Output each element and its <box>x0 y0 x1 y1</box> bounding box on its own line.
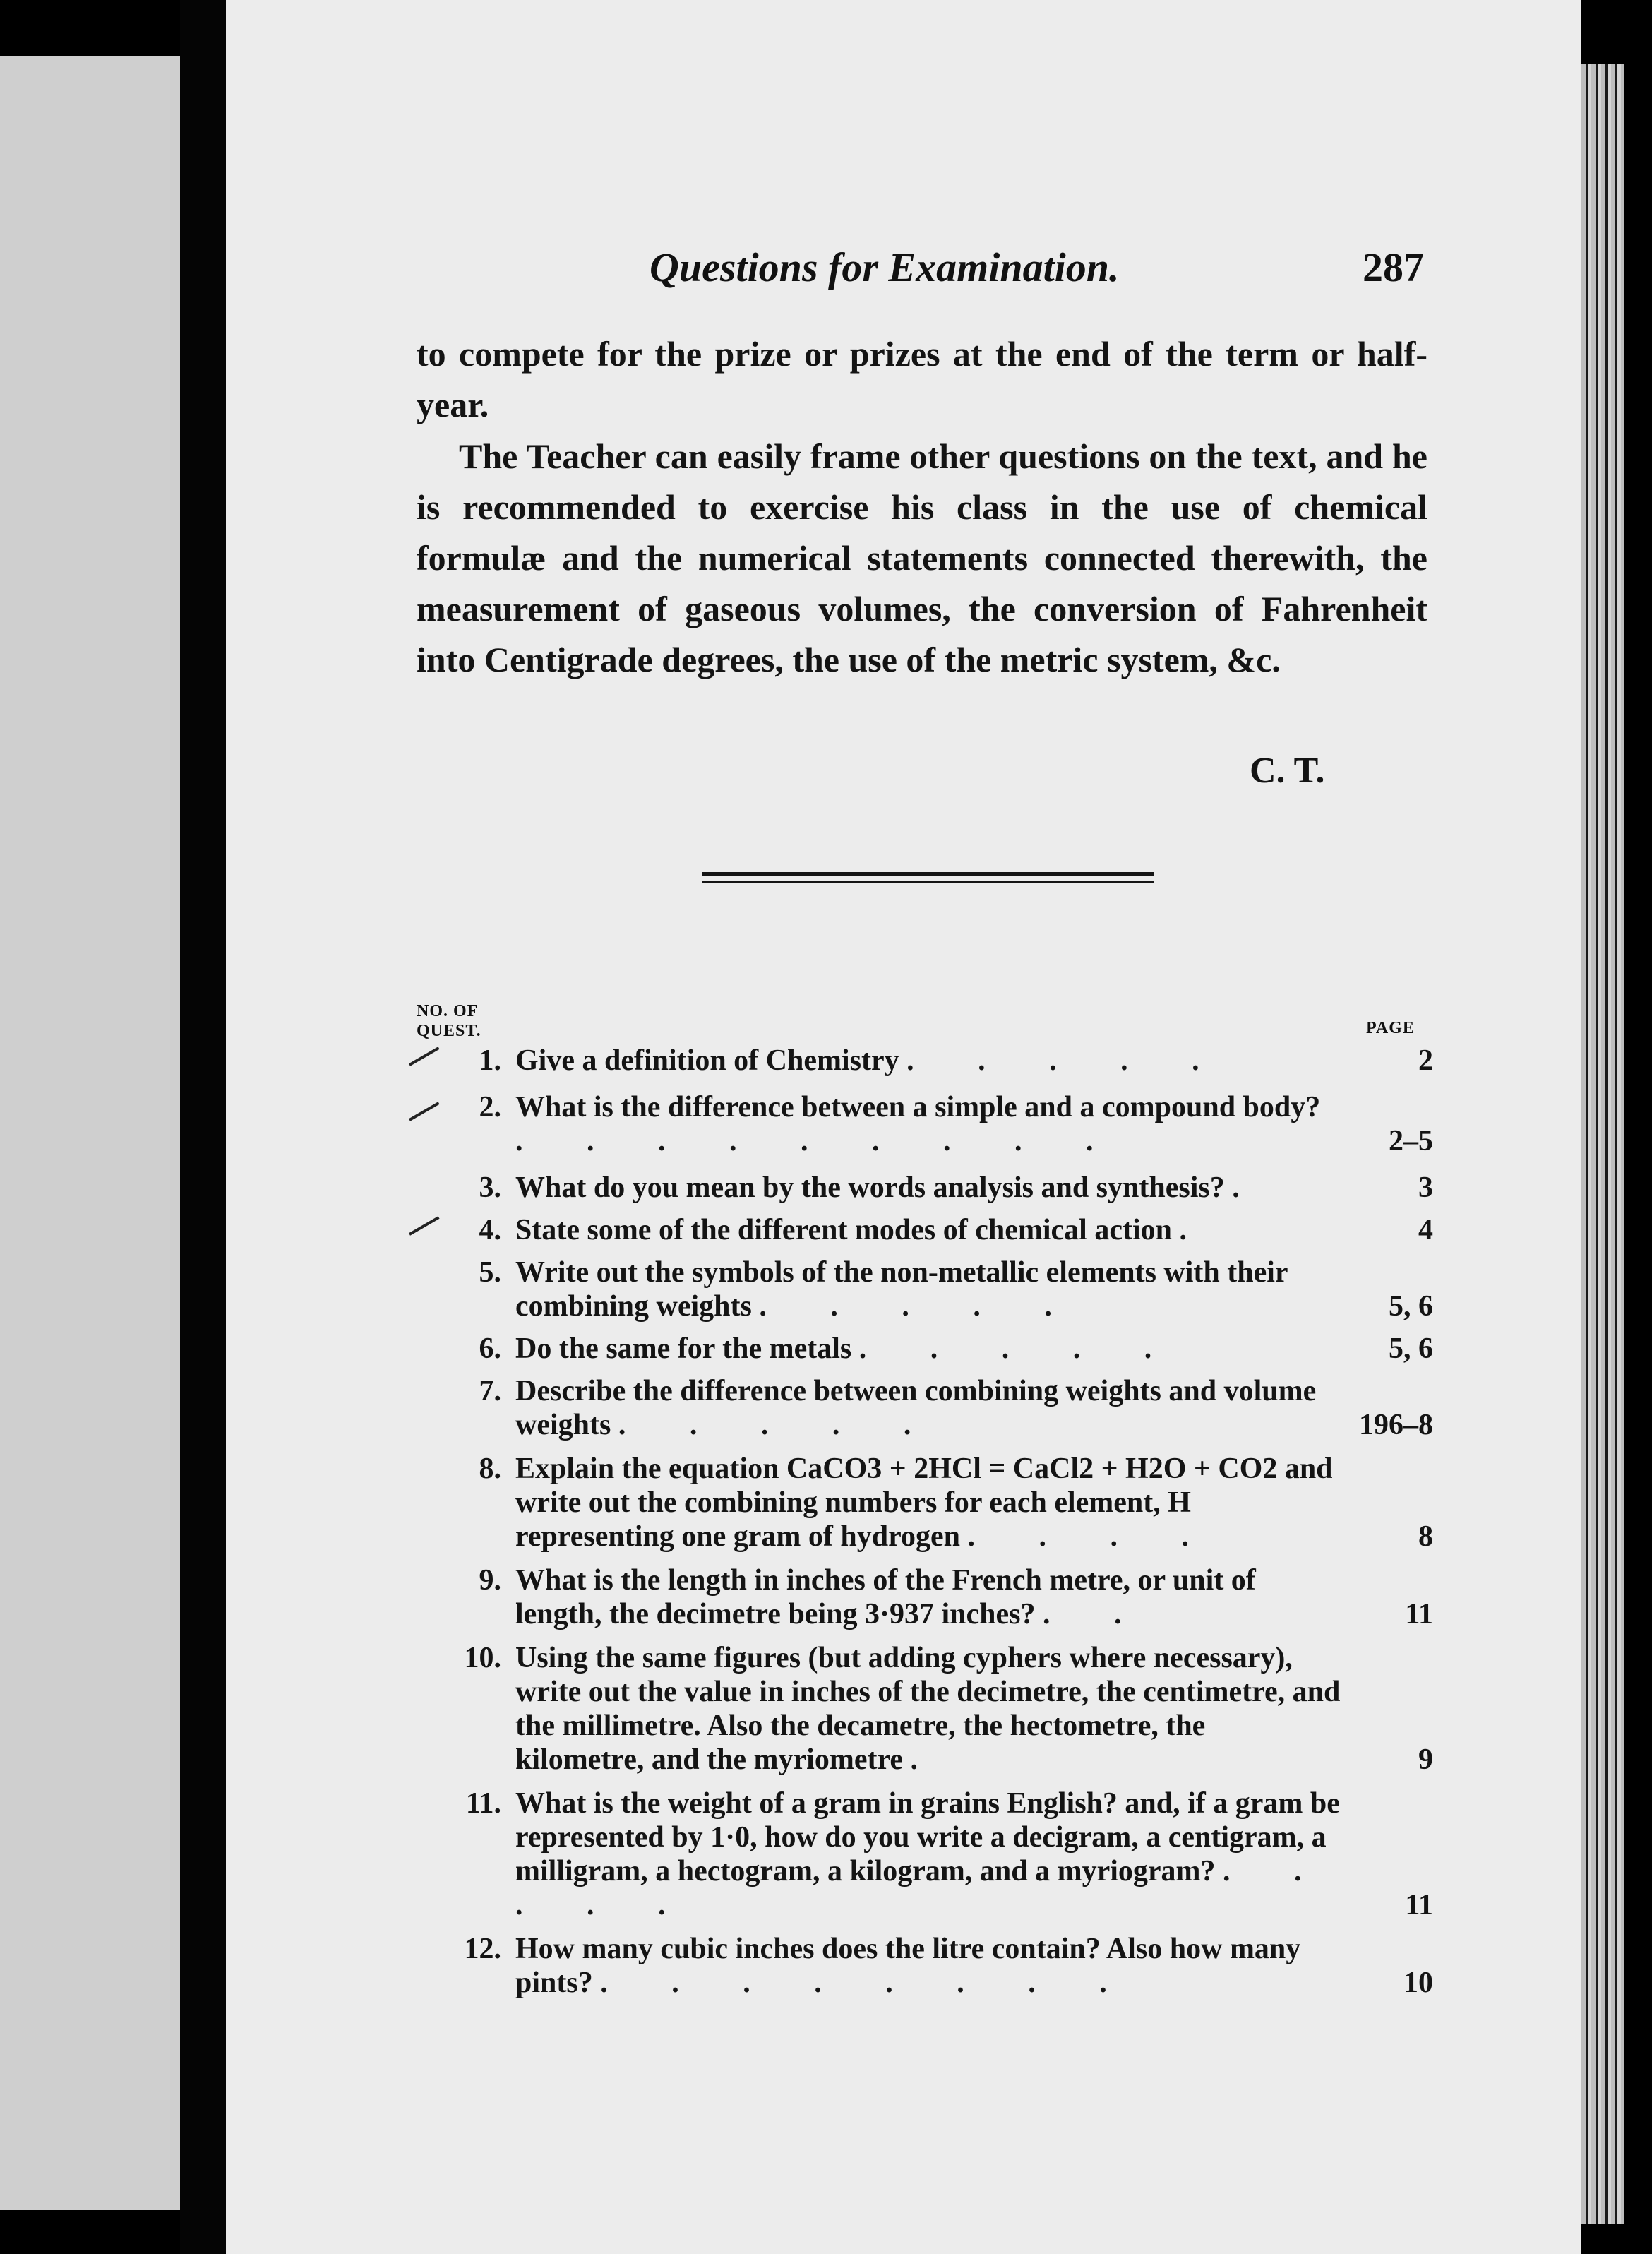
question-text <box>515 1641 1355 1777</box>
question-page-ref: 10 <box>1403 1967 1433 1999</box>
question-body: Do the same for the metals <box>515 1332 852 1365</box>
dot-leader: . . . . . . . . . <box>515 1125 1122 1157</box>
question-text <box>515 1787 1355 1922</box>
column-header-number: NO. OF QUEST. <box>417 1002 481 1040</box>
dot-leader: . . . . . <box>618 1409 940 1441</box>
section-divider <box>702 872 1154 883</box>
question-row <box>417 1452 1433 1554</box>
question-body: Using the same figures (but adding cyphers where necessary), write out the value in inches of the decimetre, the centimetre, and the millimetre. Also the decametre, the hectometre, the kilometre, and the myriometre <box>515 1642 1341 1776</box>
facing-page-edge <box>0 56 180 2210</box>
question-number: 11. <box>465 1787 501 1820</box>
question-body: What do you mean by the words analysis and synthesis? <box>515 1171 1225 1204</box>
question-number: 8. <box>479 1453 501 1485</box>
question-number: 6. <box>479 1332 501 1365</box>
question-page-ref: 9 <box>1418 1743 1433 1776</box>
question-row <box>417 1641 1433 1777</box>
dot-leader: . . . . . . . . <box>600 1967 1135 1999</box>
page-stack-edge <box>1581 64 1624 2224</box>
question-body: What is the length in inches of the French metre, or unit of length, the decimetre being 3·937 inches? <box>515 1564 1256 1630</box>
preface-paragraph-2 <box>417 431 1427 685</box>
question-page-ref: 5, 6 <box>1389 1332 1433 1365</box>
question-page-ref: 4 <box>1418 1214 1433 1246</box>
question-row <box>417 1256 1433 1323</box>
paragraph-text: The Teacher can easily frame other questions on the text, and he is recommended to exercise his class in the use of chemical formulæ and the numerical statements connected therewith, the measurement of gaseous volumes, the conversion of Fahrenheit into Centigrade degrees, the use of the metric system, &c. <box>417 436 1427 679</box>
dot-leader: . . . . . <box>858 1332 1180 1365</box>
question-page-ref: 11 <box>1405 1889 1433 1921</box>
question-page-ref: 11 <box>1405 1598 1433 1630</box>
question-page-ref: 2–5 <box>1389 1125 1433 1157</box>
question-text <box>515 1932 1355 2000</box>
question-row <box>417 1563 1433 1631</box>
question-row <box>417 1332 1433 1366</box>
question-page-ref: 3 <box>1418 1171 1433 1204</box>
preface-paragraph-1 <box>417 328 1427 430</box>
question-number: 7. <box>479 1375 501 1407</box>
running-title: Questions for Examination. <box>650 244 1120 290</box>
question-body: What is the difference between a simple and a compound body? <box>515 1091 1321 1123</box>
question-body: State some of the different modes of chemical action <box>515 1214 1173 1246</box>
question-row <box>417 1044 1433 1078</box>
question-body: Describe the difference between combining weights and volume weights <box>515 1375 1317 1441</box>
dot-leader: . <box>910 1743 946 1776</box>
dot-leader: . . . . . <box>906 1044 1228 1077</box>
dot-leader: . . . . <box>967 1520 1217 1553</box>
question-row <box>417 1787 1433 1922</box>
question-number: 5. <box>479 1256 501 1289</box>
question-page-ref: 5, 6 <box>1389 1290 1433 1323</box>
question-text <box>515 1213 1355 1247</box>
question-row <box>417 1932 1433 2000</box>
question-text <box>515 1256 1355 1323</box>
question-number: 2. <box>479 1091 501 1123</box>
paragraph-text: to compete for the prize or prizes at the end of the term or half-year. <box>417 334 1427 424</box>
dot-leader: . . . . . <box>515 1855 1330 1921</box>
question-number: 4. <box>479 1214 501 1246</box>
dot-leader: . <box>1232 1171 1268 1204</box>
question-row <box>417 1374 1433 1442</box>
question-number: 3. <box>479 1171 501 1204</box>
question-page-ref: 196–8 <box>1359 1409 1433 1441</box>
question-text <box>515 1332 1355 1366</box>
question-body: How many cubic inches does the litre contain? Also how many pints? <box>515 1933 1301 1999</box>
question-text <box>515 1171 1355 1205</box>
question-text <box>515 1090 1355 1158</box>
column-header-page: PAGE <box>1366 1019 1415 1037</box>
question-number: 1. <box>479 1044 501 1077</box>
dot-leader: . <box>1179 1214 1216 1246</box>
dot-leader: . . . . . <box>759 1290 1080 1323</box>
question-page-ref: 8 <box>1418 1520 1433 1553</box>
question-number: 12. <box>464 1933 501 1965</box>
question-number: 10. <box>464 1642 501 1674</box>
author-initials: C. T. <box>1250 751 1325 791</box>
question-page-ref: 2 <box>1418 1044 1433 1077</box>
dot-leader: . . <box>1043 1598 1150 1630</box>
question-body: Write out the symbols of the non-metallic elements with their combining weights <box>515 1256 1288 1323</box>
question-number: 9. <box>479 1564 501 1597</box>
question-body: Explain the equation CaCO3 + 2HCl = CaCl2 + H2O + CO2 and write out the combining numbers for each element, H representing one gram of hydrogen <box>515 1453 1333 1553</box>
question-row <box>417 1090 1433 1158</box>
question-list <box>417 1044 1433 2000</box>
question-body: Give a definition of Chemistry <box>515 1044 899 1077</box>
question-row <box>417 1171 1433 1205</box>
question-text <box>515 1374 1355 1442</box>
question-text <box>515 1563 1355 1631</box>
question-row <box>417 1213 1433 1247</box>
question-text <box>515 1452 1355 1554</box>
page-number: 287 <box>1363 244 1424 290</box>
question-text <box>515 1044 1355 1078</box>
question-body: What is the weight of a gram in grains English? and, if a gram be represented by 1·0, how do you write a decigram, a centigram, a milligram, a hectogram, a kilogram, and a myriogram? <box>515 1787 1340 1888</box>
book-gutter <box>180 0 226 2254</box>
